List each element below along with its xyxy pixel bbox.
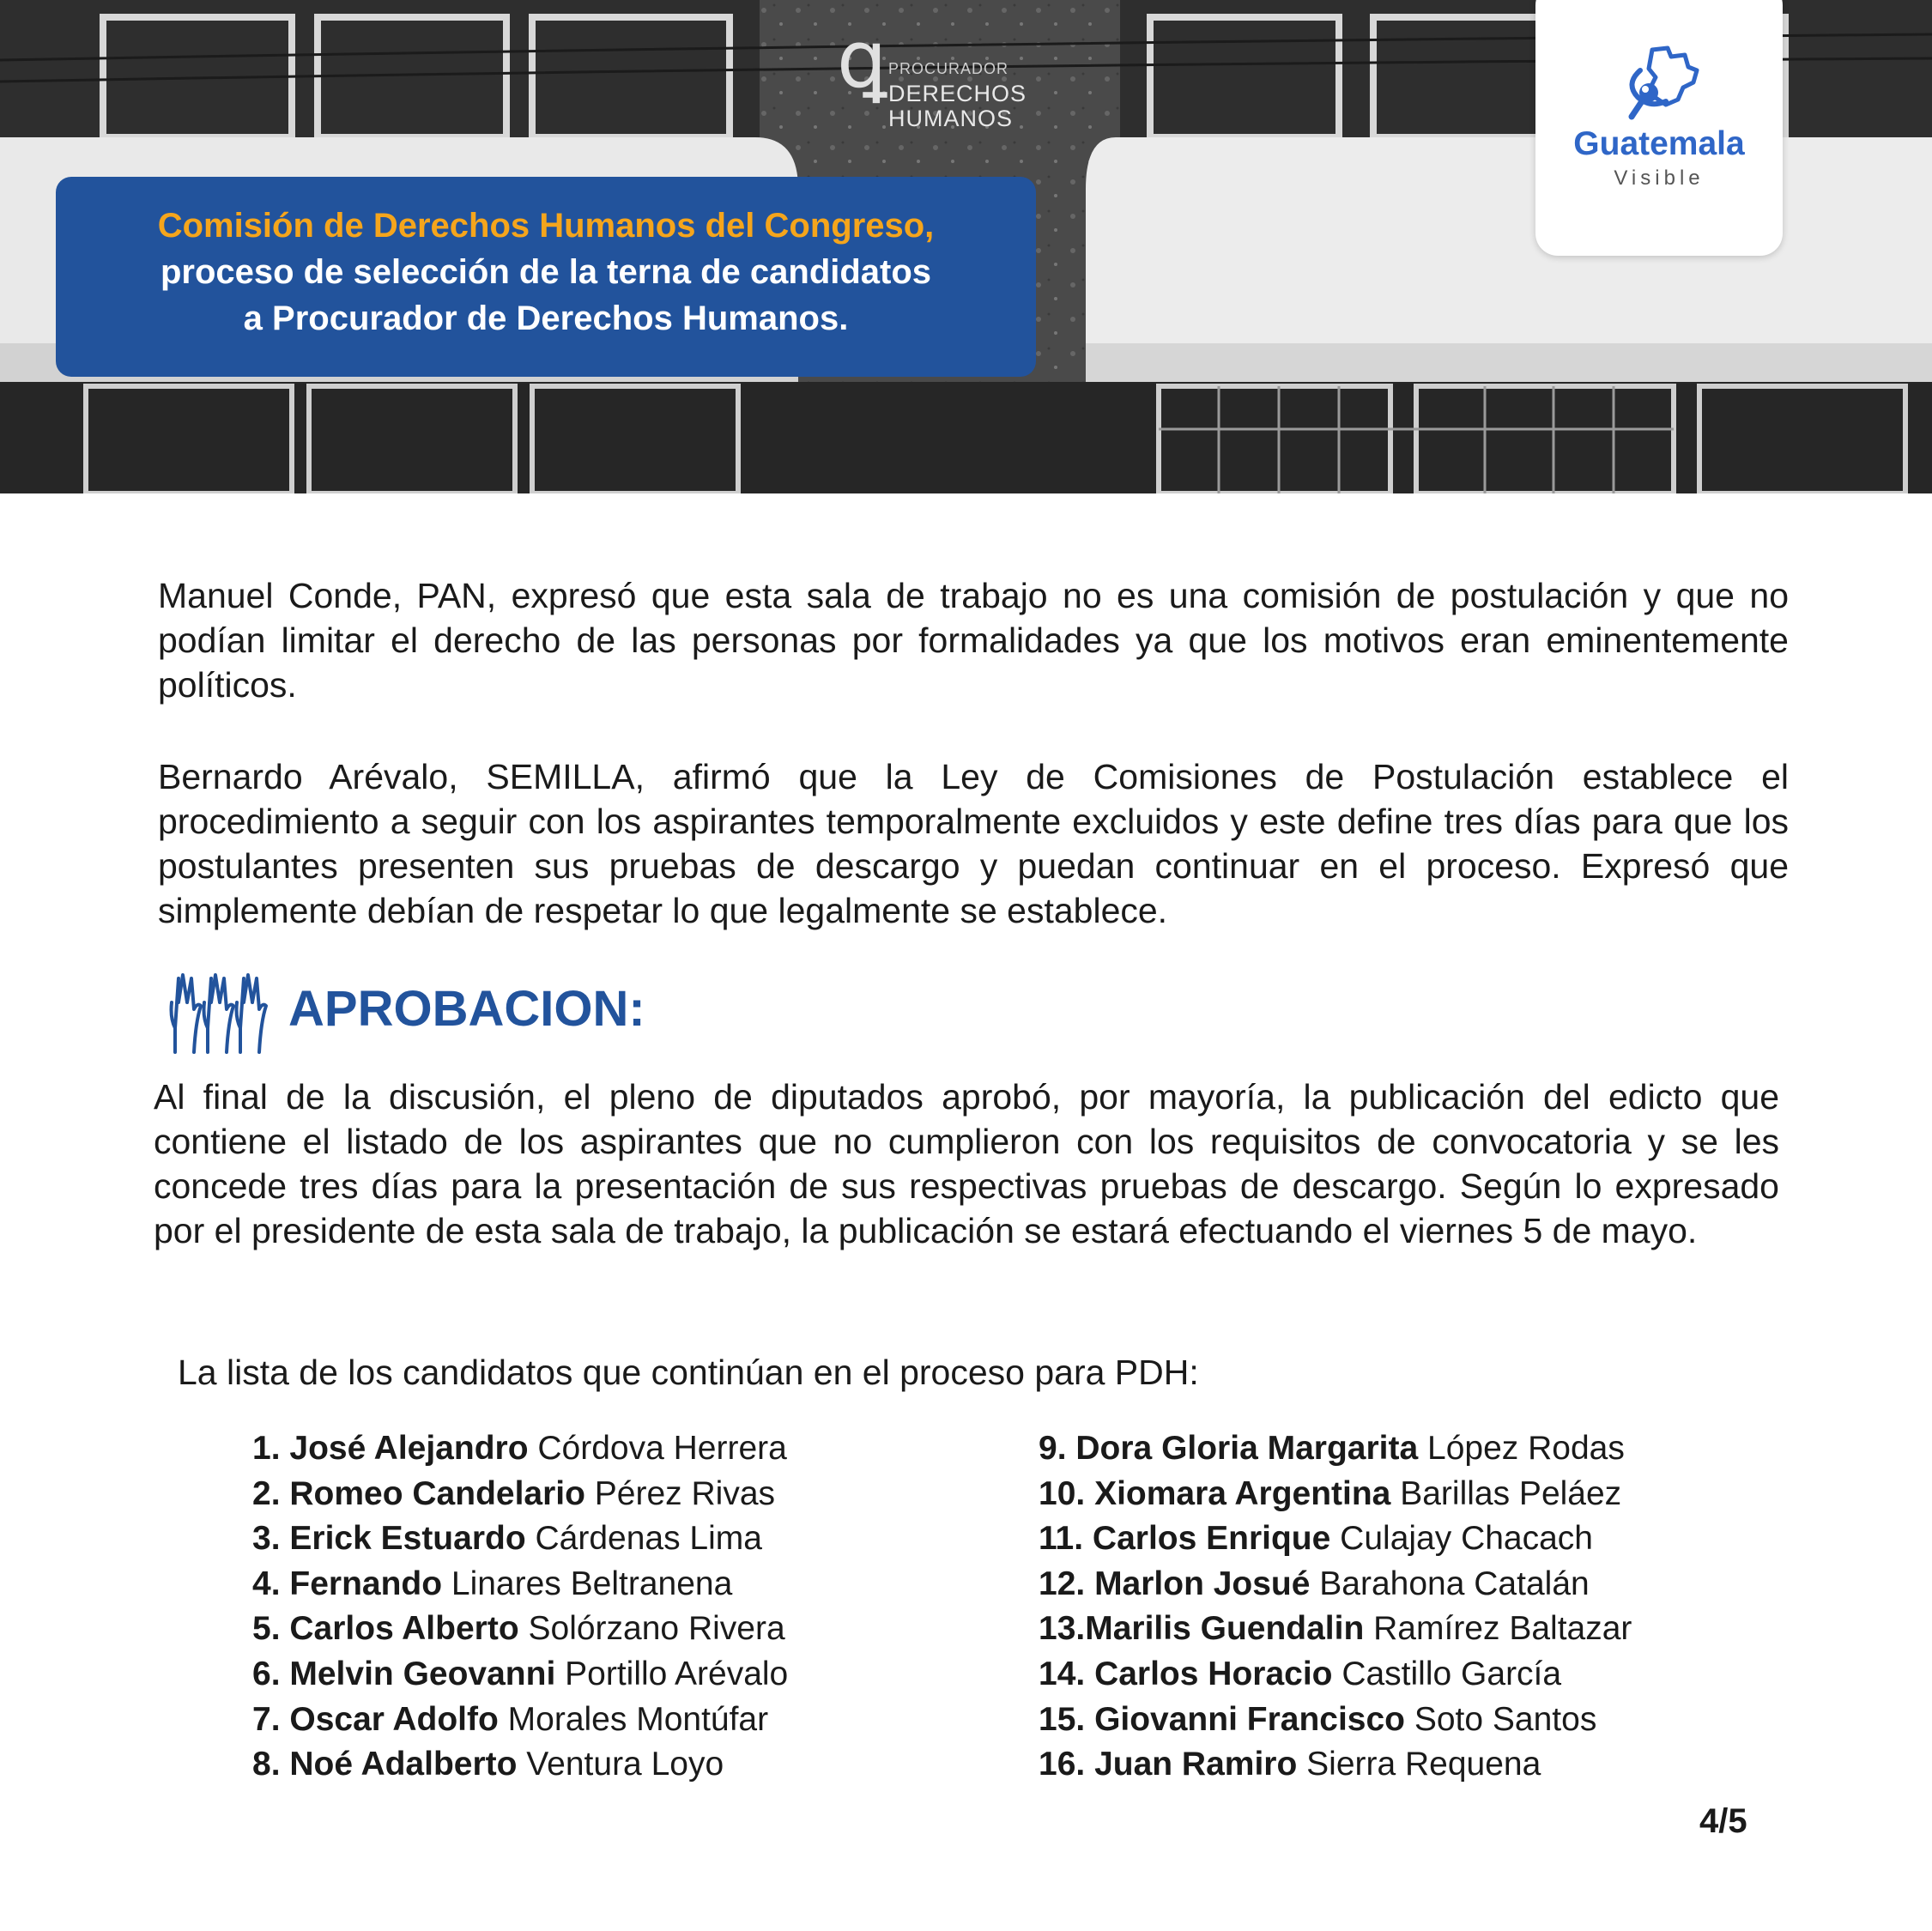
- candidate-item: 7. Oscar Adolfo Morales Montúfar: [252, 1700, 769, 1738]
- candidates-intro: La lista de los candidatos que continúan en el proceso para PDH:: [178, 1353, 1199, 1392]
- candidate-item: 3. Erick Estuardo Cárdenas Lima: [252, 1520, 762, 1558]
- candidate-item: 9. Dora Gloria Margarita López Rodas: [1039, 1430, 1625, 1467]
- section-title: APROBACION:: [288, 981, 645, 1037]
- candidate-item: 14. Carlos Horacio Castillo García: [1039, 1655, 1562, 1692]
- guatemala-visible-logo: [1535, 0, 1783, 256]
- candidate-list-right: [1039, 1426, 1794, 1788]
- guatemala-map-icon: [1618, 45, 1704, 122]
- page-number: 4/5: [1699, 1802, 1747, 1840]
- candidate-item: 4. Fernando Linares Beltranena: [252, 1565, 733, 1602]
- candidate-item: 1. José Alejandro Córdova Herrera: [252, 1430, 787, 1467]
- title-line-3: a Procurador de Derechos Humanos.: [243, 300, 849, 337]
- logo-name: Guatemala: [1573, 125, 1745, 162]
- logo-subtitle: Visible: [1614, 166, 1705, 190]
- candidate-list-left: [252, 1426, 1008, 1788]
- raised-hands-icon: [168, 968, 276, 1054]
- paragraph-aprobacion: Al final de la discusión, el pleno de diputados aprobó, por mayoría, la publicación del edicto que contiene el listado de los aspirantes que no cumplieron con los requisitos de convocatoria y se les concede tres días para la presentación de sus respectivas pruebas de descargo. Según lo expresado por el presidente de esta sala de trabajo, la publicación se estará efectuando el viernes 5 de mayo.: [154, 1077, 1779, 1250]
- title-line-1: Comisión de Derechos Humanos del Congreso,: [157, 207, 935, 245]
- candidate-item: 13.Marilis Guendalin Ramírez Baltazar: [1039, 1610, 1632, 1648]
- building-sign: PROCURADOR DERECHOS HUMANOS: [888, 60, 1027, 131]
- candidate-item: 12. Marlon Josué Barahona Catalán: [1039, 1565, 1590, 1602]
- paragraph-manuel-conde: Manuel Conde, PAN, expresó que esta sala de trabajo no es una comisión de postulación y que no podían limitar el derecho de las personas por formalidades ya que los motivos eran eminentemente políticos.: [158, 576, 1789, 705]
- candidate-item: 11. Carlos Enrique Culajay Chacach: [1039, 1520, 1593, 1558]
- candidate-item: 16. Juan Ramiro Sierra Requena: [1039, 1746, 1541, 1783]
- candidate-item: 6. Melvin Geovanni Portillo Arévalo: [252, 1655, 789, 1692]
- candidate-item: 2. Romeo Candelario Pérez Rivas: [252, 1474, 776, 1512]
- candidate-item: 15. Giovanni Francisco Soto Santos: [1039, 1700, 1597, 1738]
- title-banner: [56, 177, 1036, 377]
- pdh-logo-icon: ꝗ: [837, 14, 887, 106]
- candidate-item: 8. Noé Adalberto Ventura Loyo: [252, 1746, 724, 1783]
- candidate-item: 5. Carlos Alberto Solórzano Rivera: [252, 1610, 785, 1648]
- paragraph-bernardo-arevalo: Bernardo Arévalo, SEMILLA, afirmó que la Ley de Comisiones de Postulación establece el procedimiento a seguir con los aspirantes temporalmente excluidos y este define tres días para que los postulantes presenten sus pruebas de descargo y puedan continuar en el proceso. Expresó que simplemente debían de respetar lo que legalmente se establece.: [158, 757, 1789, 930]
- candidate-item: 10. Xiomara Argentina Barillas Peláez: [1039, 1474, 1622, 1512]
- title-line-2: proceso de selección de la terna de candidatos: [160, 253, 932, 291]
